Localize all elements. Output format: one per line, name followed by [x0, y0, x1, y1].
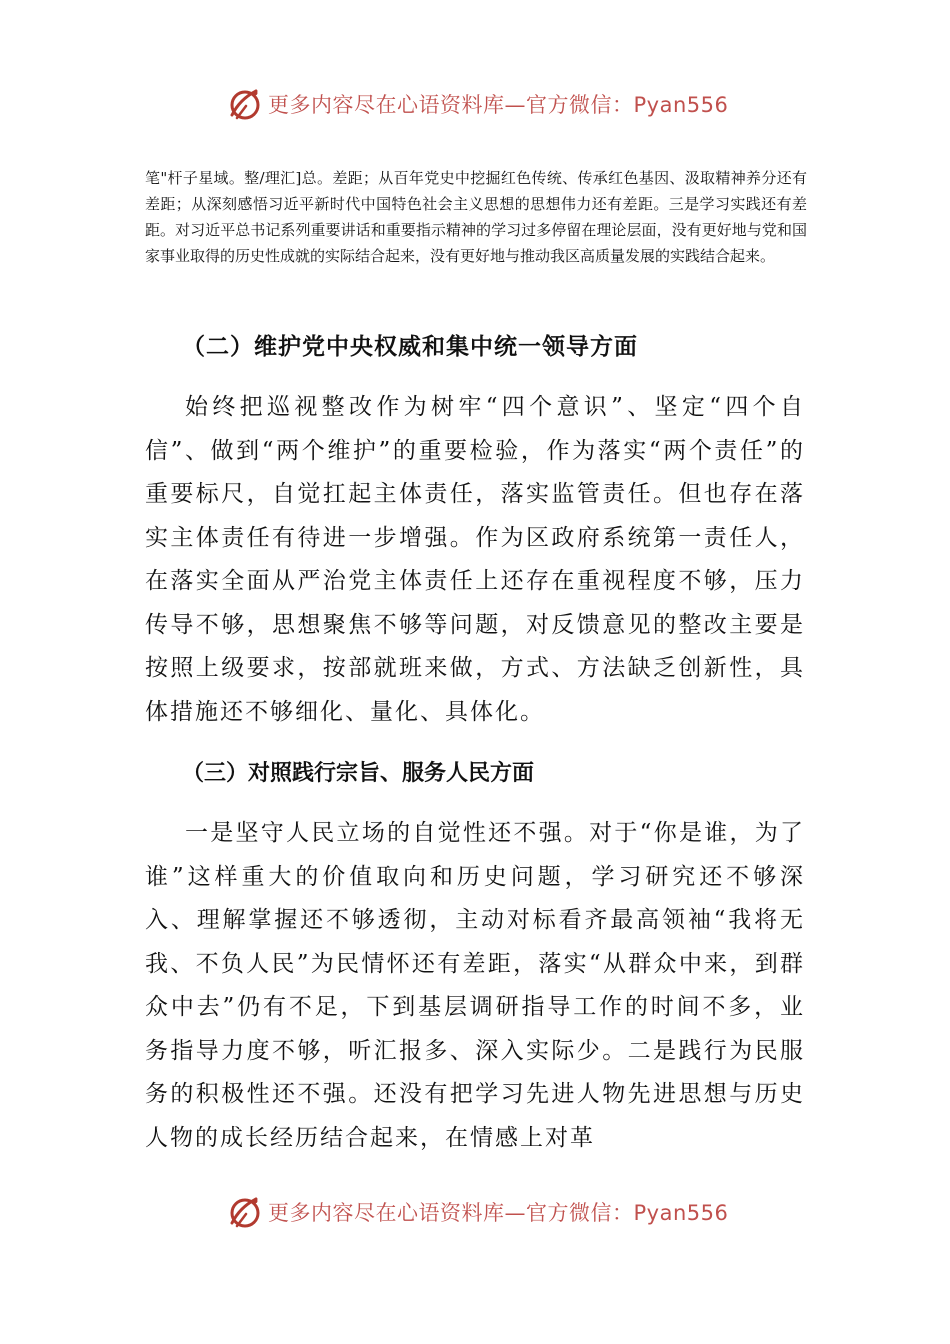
section3-body: 一是坚守人民立场的自觉性还不强。对于“你是谁，为了谁”这样重大的价值取向和历史问题，学习研究还不够深入、理解掌握还不够透彻，主动对标看齐最高领袖“我将无我、不负人民”为民情怀还有差距，落实“从群众中来，到群众中去”仍有不足，下到基层调研指导工作的时间不多，业务指导力度不够，听汇报多、深入实际少。二是践行为民服务的积极性还不强。还没有把学习先进人物先进思想与历史人物的成长经历结合起来，在情感上对革	[145, 820, 805, 1151]
section3-heading: （三）对照践行宗旨、服务人民方面	[182, 761, 535, 786]
section2-body: 始终把巡视整改作为树牢“四个意识”、坚定“四个自信”、做到“两个维护”的重要检验，作为落实“两个责任”的重要标尺，自觉扛起主体责任，落实监管责任。但也存在落实主体责任有待进一步增强。作为区政府系统第一责任人，在落实全面从严治党主体责任上还存在重视程度不够，压力传导不够，思想聚焦不够等问题，对反馈意见的整改主要是按照上级要求，按部就班来做，方式、方法缺乏创新性，具体措施还不够细化、量化、具体化。	[145, 394, 805, 725]
intro-paragraph: 笔"杆子星域。整/理汇]总。差距；从百年党史中挖掘红色传统、传承红色基因、汲取精神养分还有差距；从深刻感悟习近平新时代中国特色社会主义思想的思想伟力还有差距。三是学习实践还有差距。对习近平总书记系列重要讲话和重要指示精神的学习过多停留在理论层面，没有更好地与党和国家事业取得的历史性成就的实际结合起来，没有更好地与推动我区高质量发展的实践结合起来。	[145, 169, 807, 265]
logo-icon	[226, 1193, 264, 1231]
footer-watermark	[226, 1192, 728, 1232]
header-watermark	[226, 84, 728, 124]
watermark-text: 更多内容尽在心语资料库—官方微信：Pyan556	[268, 1201, 729, 1225]
logo-icon	[226, 85, 264, 123]
section2-heading: （二）维护党中央权威和集中统一领导方面	[182, 334, 638, 360]
watermark-text: 更多内容尽在心语资料库—官方微信：Pyan556	[268, 93, 729, 117]
